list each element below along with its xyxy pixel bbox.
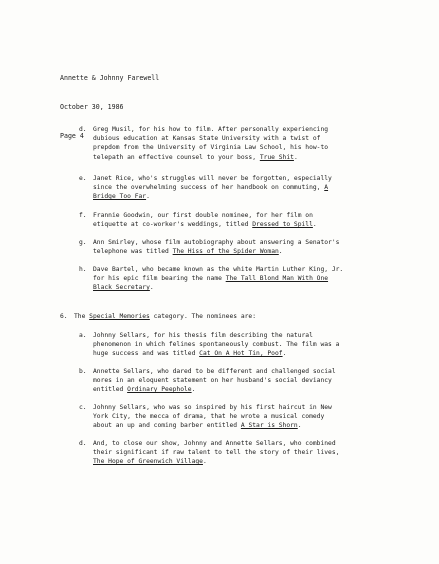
item-letter: a. (79, 332, 87, 339)
text-segment: Ann Smirley, whose film autobiography about answering a Senator's (93, 239, 340, 246)
underlined-title: The Hiss of the Spider Woman (172, 248, 279, 256)
item-text (93, 265, 421, 293)
text-line (74, 312, 256, 321)
text-segment: mores in an eloquent statement on her husband's social deviancy (93, 377, 332, 385)
text-line (93, 385, 421, 394)
text-segment: etiquette at co-worker's weddings, titled (93, 221, 253, 229)
item-text (93, 403, 421, 431)
text-line (93, 153, 421, 162)
text-segment: . (149, 284, 154, 292)
text-segment: Johnny Sellars, for his thesis film describing the natural (93, 332, 313, 339)
text-line (93, 421, 421, 430)
text-segment: . (202, 458, 207, 466)
underlined-title: The Hope of Greenwich Village (93, 458, 203, 466)
text-segment: . (297, 422, 302, 430)
text-line (93, 134, 421, 143)
text-segment: Greg Musil, for his how to film. After personally experiencing (93, 126, 329, 133)
text-segment: Janet Rice, who's struggles will never be forgotten, especially (93, 175, 332, 182)
text-line (93, 367, 421, 376)
text-line (93, 238, 421, 247)
text-line (93, 403, 421, 412)
text-line (93, 143, 421, 152)
item-text (93, 331, 421, 359)
text-line (93, 192, 421, 201)
item-letter: d. (79, 126, 87, 133)
underlined-title: Dressed to Spill (252, 221, 313, 229)
text-segment: dubious education at Kansas State University with a twist of (93, 135, 321, 143)
item-text (93, 211, 421, 229)
header-date: October 30, 1986 (60, 102, 124, 111)
header-page-number: Page 4 (60, 131, 84, 140)
text-segment: And, to close our show, Johnny and Annette Sellars, who combined (93, 440, 336, 447)
item-text (93, 367, 421, 395)
text-line (93, 211, 421, 220)
text-line (93, 283, 421, 292)
text-segment: York City, the mecca of drama, that he wrote a musical comedy (93, 413, 325, 421)
item-text (93, 125, 421, 162)
text-segment: . (282, 350, 287, 358)
text-line (93, 439, 421, 448)
section-intro (74, 312, 256, 321)
text-segment: about an up and coming barber entitled (93, 422, 241, 430)
text-segment: entitled (93, 386, 128, 394)
section-number: 6. (60, 313, 68, 320)
underlined-title: Special Memories (89, 313, 150, 320)
text-segment: . (293, 153, 298, 161)
text-line (93, 247, 421, 256)
underlined-title: A (324, 184, 329, 192)
text-segment: . (146, 193, 150, 201)
text-segment: The (74, 313, 90, 320)
text-line (93, 331, 421, 340)
text-line (93, 349, 421, 358)
text-segment: huge success and was titled (93, 350, 200, 358)
text-segment: . (191, 386, 196, 394)
text-segment: prepdom from the University of Virginia Law School, his how-to (93, 144, 329, 152)
text-line (93, 265, 421, 274)
text-line (93, 412, 421, 421)
item-text (93, 439, 421, 467)
underlined-title: True Shit (259, 153, 294, 161)
text-line (93, 448, 421, 457)
text-segment: since the overwhelming success of her handbook on commuting, (93, 184, 325, 192)
text-segment: Johnny Sellars, who was so inspired by his first haircut in New (93, 404, 332, 411)
item-letter: e. (79, 175, 87, 182)
text-line (93, 340, 421, 349)
text-segment: . (278, 248, 283, 256)
text-line (93, 125, 421, 134)
item-text (93, 238, 421, 256)
item-letter: g. (79, 239, 87, 246)
text-line (93, 220, 421, 229)
text-line (93, 174, 421, 183)
header-title: Annette & Johnny Farewell (60, 74, 160, 83)
underlined-title: A Star is Shorn (240, 422, 298, 430)
underlined-title: Ordinary Peephole (127, 386, 192, 394)
text-segment: telephone was titled (93, 248, 173, 256)
item-letter: h. (79, 266, 87, 273)
item-letter: d. (79, 440, 87, 447)
text-segment: for his epic film bearing the name (93, 275, 226, 283)
text-segment: phenomenon in which felines spontaneously combust. The film was a (93, 341, 340, 349)
underlined-title: Cat On A Hot Tin, Poof (199, 350, 283, 358)
text-segment: category. The nominees are: (149, 313, 256, 320)
text-line (93, 183, 421, 192)
text-segment: telepath an effective counsel to your boss, (93, 153, 260, 161)
item-text (93, 174, 421, 202)
text-segment: their significant if raw talent to tell the story of their lives, (93, 449, 340, 457)
underlined-title: Bridge Too Far (93, 193, 147, 201)
text-segment: Annette Sellars, who dared to be different and challenged social (93, 368, 336, 375)
text-line (93, 457, 421, 466)
text-line (93, 376, 421, 385)
underlined-title: Black Secretary (93, 284, 150, 292)
text-segment: Frannie Goodwin, our first double nominee, for her film on (93, 212, 313, 219)
text-segment: Dave Bartel, who became known as the white Martin Luther King, Jr. (93, 266, 344, 273)
text-line (93, 274, 421, 283)
item-letter: f. (79, 212, 87, 219)
underlined-title: The Tall Blond Man With One (225, 275, 329, 283)
item-letter: c. (79, 404, 87, 411)
item-letter: b. (79, 368, 87, 375)
text-segment: . (312, 221, 317, 229)
